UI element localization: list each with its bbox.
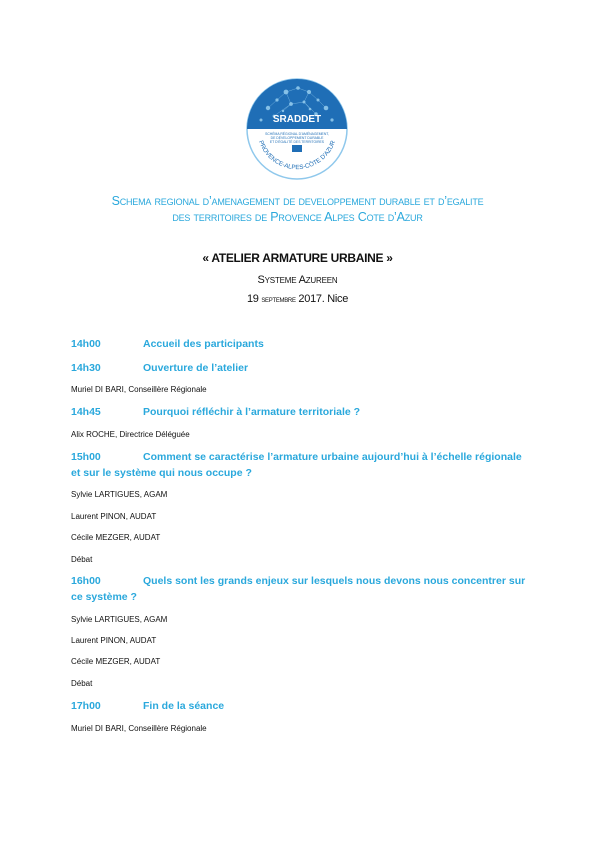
agenda-label: Comment se caractérise l’armature urbaine aujourd’hui à l’échelle régionale et sur le système qui nous occupe ? <box>71 451 522 479</box>
svg-text:ET D'ÉGALITÉ DES TERRITOIRES: ET D'ÉGALITÉ DES TERRITOIRES <box>269 140 325 144</box>
agenda-time: 16h00 <box>71 575 101 587</box>
agenda-slot <box>71 449 531 481</box>
speaker: Muriel DI BARI, Conseillère Régionale <box>71 724 207 733</box>
agenda-slot <box>71 698 531 714</box>
event-title: « ATELIER ARMATURE URBAINE » <box>202 251 393 265</box>
speaker: Cécile MEZGER, AUDAT <box>71 533 161 542</box>
speaker: Laurent PINON, AUDAT <box>71 512 157 521</box>
speaker: Muriel DI BARI, Conseillère Régionale <box>71 385 207 394</box>
speaker: Sylvie LARTIGUES, AGAM <box>71 615 168 624</box>
speaker: Alix ROCHE, Directrice Déléguée <box>71 430 190 439</box>
svg-text:DE DÉVELOPPEMENT DURABLE: DE DÉVELOPPEMENT DURABLE <box>270 136 324 140</box>
agenda-slot <box>71 336 531 352</box>
event-date-day: 19 <box>246 293 262 305</box>
agenda-slot <box>71 404 531 420</box>
sraddet-logo <box>246 78 348 180</box>
agenda-time: 14h30 <box>71 362 101 374</box>
document-title-line-1: Schema regional d’amenagement de developpement durable et d’egalite <box>111 194 484 208</box>
logo-name: SRADDET <box>272 114 322 125</box>
agenda-time: 17h00 <box>71 700 101 712</box>
agenda-slot <box>71 360 531 376</box>
event-date-month: septembre <box>261 294 296 304</box>
debate-label: Débat <box>71 555 93 564</box>
logo-region: PROVENCE-ALPES-CÔTE D'AZUR <box>257 139 337 172</box>
agenda-label: Accueil des participants <box>143 338 264 350</box>
event-subtitle: Systeme Azureen <box>257 274 338 286</box>
svg-text:SCHÉMA RÉGIONAL D'AMÉNAGEMENT,: SCHÉMA RÉGIONAL D'AMÉNAGEMENT, <box>265 132 329 136</box>
event-date <box>40 293 555 305</box>
agenda-label: Fin de la séance <box>143 700 225 712</box>
speaker: Cécile MEZGER, AUDAT <box>71 657 161 666</box>
agenda-time: 14h00 <box>71 338 101 350</box>
speaker: Sylvie LARTIGUES, AGAM <box>71 490 168 499</box>
agenda-slot <box>71 573 531 605</box>
agenda-time: 15h00 <box>71 451 101 463</box>
event-date-rest: 2017. Nice <box>295 293 349 305</box>
agenda-time: 14h45 <box>71 406 101 418</box>
agenda-label: Ouverture de l’atelier <box>143 362 249 374</box>
document-title-line-2: des territoires de Provence Alpes Cote d’Azur <box>172 210 423 224</box>
speaker: Laurent PINON, AUDAT <box>71 636 157 645</box>
debate-label: Débat <box>71 679 93 688</box>
agenda-label: Pourquoi réfléchir à l’armature territoriale ? <box>143 406 361 418</box>
agenda-label: Quels sont les grands enjeux sur lesquels nous devons nous concentrer sur ce système ? <box>71 575 526 603</box>
